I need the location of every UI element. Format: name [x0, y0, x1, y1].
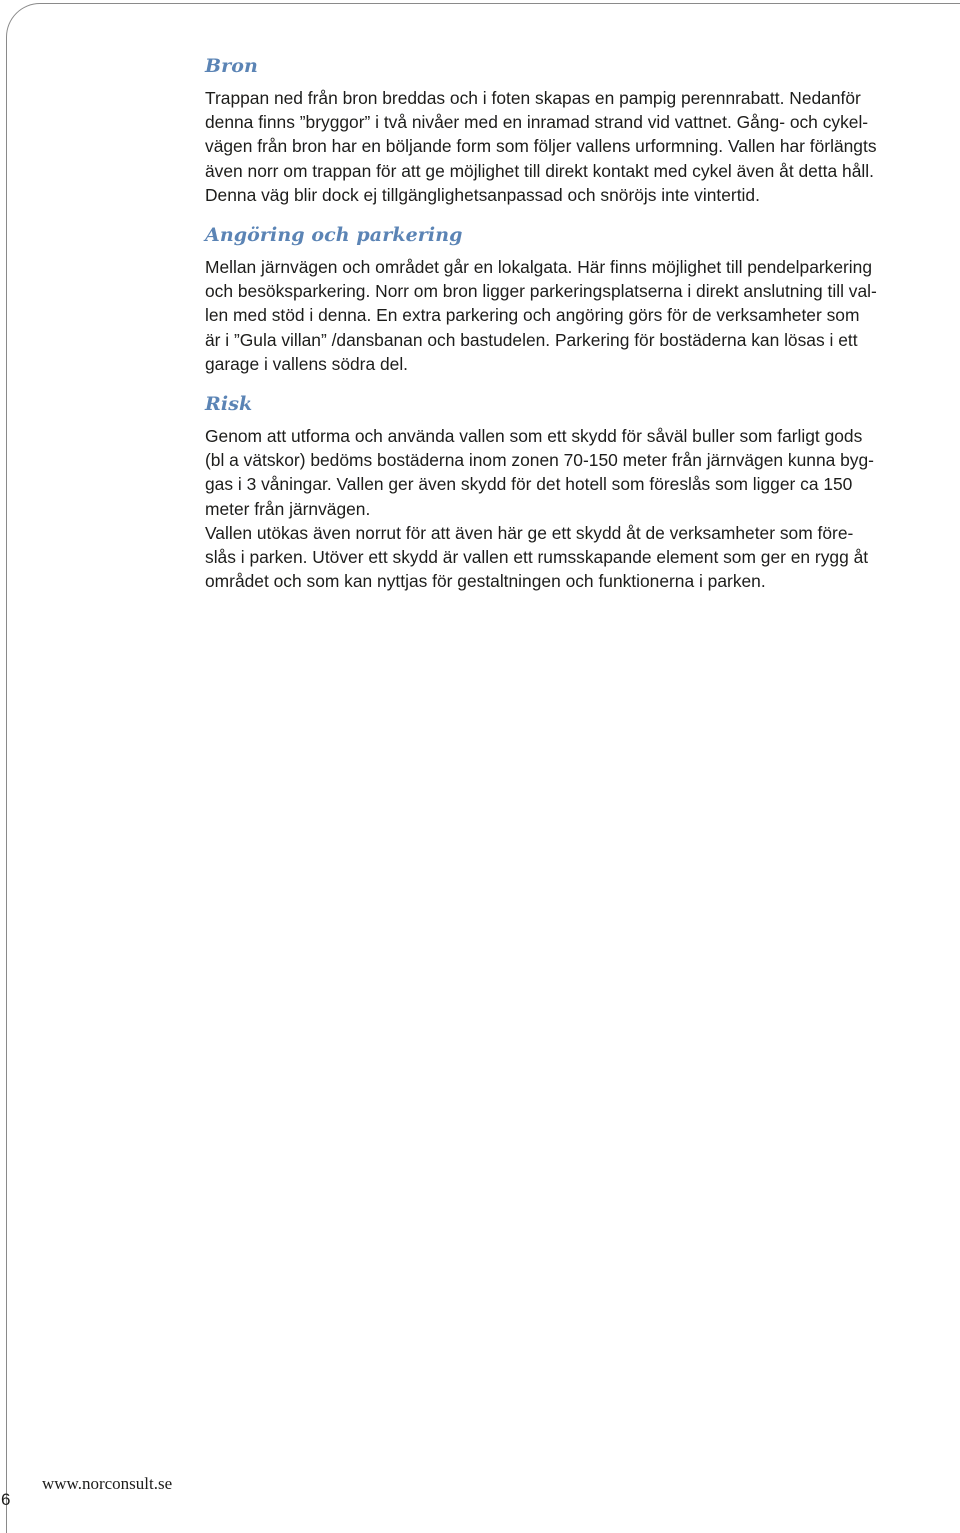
text-line: Vallen utökas även norrut för att även här ge ett skydd åt de verksamheter som före- [205, 522, 854, 543]
text-line: (bl a vätskor) bedöms bostäderna inom zonen 70-150 meter från järnvägen kunna byg- [205, 450, 874, 471]
section-heading: Angöring och parkering [205, 224, 463, 247]
text-line: Genom att utforma och använda vallen som ett skydd för såväl buller som farligt gods [205, 426, 863, 447]
section-risk [205, 390, 960, 593]
text-line: Denna väg blir dock ej tillgänglighetsanpassad och snöröjs inte vintertid. [205, 184, 760, 205]
text-line: även norr om trappan för att ge möjlighet till direkt kontakt med cykel även åt detta håll. [205, 160, 874, 181]
text-line: gas i 3 våningar. Vallen ger även skydd för det hotell som föreslås som ligger ca 150 [205, 474, 853, 495]
section-paragraph [205, 424, 960, 593]
section-angoring [205, 221, 960, 376]
footer-url[interactable]: www.norconsult.se [42, 1474, 173, 1493]
text-line: slås i parken. Utöver ett skydd är vallen ett rumsskapande element som ger en rygg åt [205, 547, 869, 568]
text-line: Trappan ned från bron breddas och i foten skapas en pampig perennrabatt. Nedanför [205, 88, 861, 108]
document-body [205, 52, 960, 593]
text-line: len med stöd i denna. En extra parkering och angöring görs för de verksamheter som [205, 305, 860, 326]
text-line: garage i vallens södra del. [205, 353, 409, 374]
page-number: 6 [1, 1490, 11, 1509]
text-line: vägen från bron har en böljande form som följer vallens urformning. Vallen har förlängts [205, 136, 877, 157]
text-line: området och som kan nyttjas för gestaltningen och funktionerna i parken. [205, 571, 766, 592]
section-heading: Bron [205, 55, 258, 77]
text-line: är i ”Gula villan” /dansbanan och bastudelen. Parkering för bostäderna kan lösas i ett [205, 329, 858, 350]
section-bron [205, 52, 960, 207]
text-line: Mellan järnvägen och området går en lokalgata. Här finns möjlighet till pendelparkering [205, 257, 873, 278]
text-line: och besöksparkering. Norr om bron ligger parkeringsplatserna i direkt anslutning till val- [205, 281, 877, 302]
section-heading: Risk [205, 393, 253, 416]
text-line: meter från järnvägen. [205, 498, 371, 519]
section-paragraph [205, 86, 960, 207]
section-paragraph [205, 255, 960, 376]
text-line: denna finns ”bryggor” i två nivåer med en inramad strand vid vattnet. Gång- och cykel- [205, 112, 869, 133]
